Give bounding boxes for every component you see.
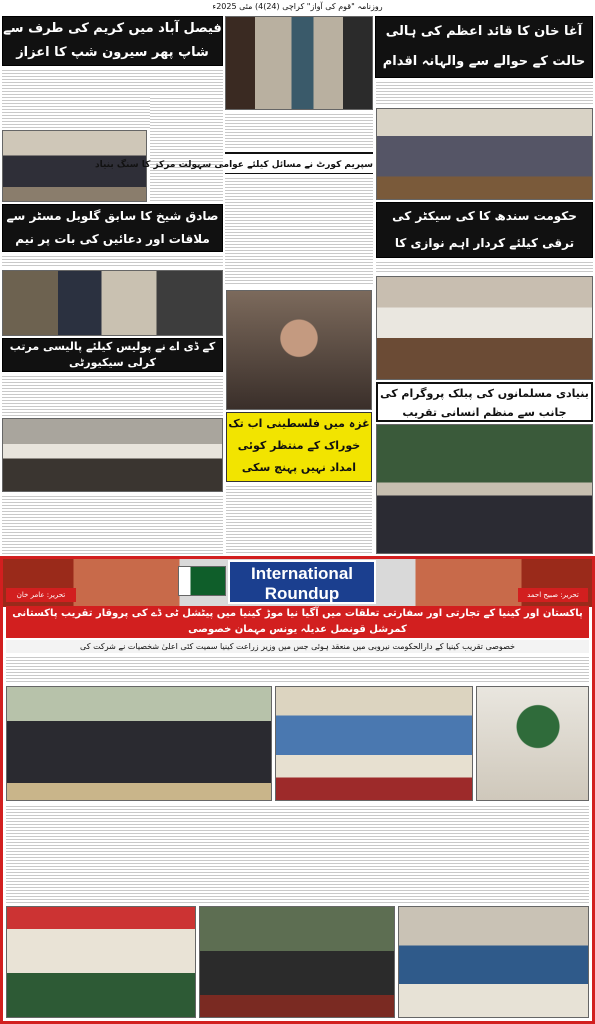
photo-tea-stall	[275, 686, 473, 801]
photo-delegation-walk	[6, 686, 272, 801]
text-column	[6, 655, 589, 683]
headline-mid-right: حکومت سندھ کا کی سیکٹر کی ترقی کیلئے کردار اہم نوازی کا	[376, 202, 593, 258]
text-column	[225, 176, 373, 286]
headline-top-left: فیصل آباد میں کریم کی طرف سے شاپ پھر سیرون شپ کا اعزاز	[2, 16, 223, 66]
text-column	[376, 260, 593, 274]
pakistan-flag-icon	[178, 566, 226, 596]
headline-police-policy: کے ڈی اے نے پولیس کیلئے پالیسی مرتب کرلی سیکیورٹی	[2, 338, 223, 372]
byline-left: تحریر: عامر خان	[6, 588, 76, 602]
photo-speaker-podium	[476, 686, 589, 801]
headline-ceremony: بنیادی مسلمانوں کی پبلک پروگرام کی جانب سے منظم انسانی تقریب	[376, 382, 593, 422]
text-column	[2, 494, 223, 554]
roundup-lead: خصوصی تقریب کینیا کے دارالحکومت نیروبی میں منعقد ہوئی جس میں وزیر زراعت کینیا سمیت کئی اعلیٰ شخصیات نے شرکت کی	[6, 640, 589, 653]
photo-gaza-children	[226, 290, 372, 410]
headline-gaza: غزہ میں فلسطینی اب تک خوراک کے منتظر کوئی امداد نہیں پہنچ سکی	[226, 412, 372, 482]
photo-conference-room	[376, 276, 593, 380]
text-column	[225, 112, 373, 150]
roundup-title-line1: International	[250, 564, 353, 583]
text-column	[226, 484, 372, 554]
headline-mid-left: صادق شیخ کا سابق گلوبل مسٹر سے ملاقات اور دعائیں کی بات پر نیم	[2, 204, 223, 252]
text-column	[6, 804, 589, 904]
text-column	[2, 254, 223, 268]
byline-right: تحریر: صبیح احمد	[518, 588, 588, 602]
photo-signing-ceremony	[376, 108, 593, 200]
photo-local-government-meeting	[2, 418, 223, 492]
text-column	[150, 96, 223, 202]
roundup-headline: پاکستان اور کینیا کے تجارتی اور سفارتی تعلقات میں آگیا نیا موڑ کینیا میں پیٹشل ٹی ڈے کی پروقار تقریب پاکستانی کمرشل قونصل عدیلہ یونس مہمان خصوصی	[6, 606, 589, 638]
roundup-title-line2: Roundup	[264, 584, 340, 603]
photo-police-officials	[2, 270, 223, 336]
roundup-title-box	[228, 560, 376, 604]
photo-agha-khan-agreement	[225, 16, 373, 110]
text-column	[376, 80, 593, 106]
masthead: روزنامہ "قوم کی آواز" کراچی (24)4) مئی 2025ء	[212, 2, 383, 11]
photo-exhibition-stall	[6, 906, 196, 1018]
photo-guests-tasting	[398, 906, 589, 1018]
photo-crowd-event	[376, 424, 593, 554]
photo-audience-seated	[199, 906, 395, 1018]
headline-mid-center: سپریم کورٹ نے مسائل کیلئے عوامی سہولت مرکز کا سنگ بنیاد	[225, 152, 373, 174]
headline-top-right: آغا خان کا قائد اعظم کی ہالی حالت کے حوالے سے والہانہ اقدام	[375, 16, 593, 78]
text-column	[2, 374, 223, 416]
